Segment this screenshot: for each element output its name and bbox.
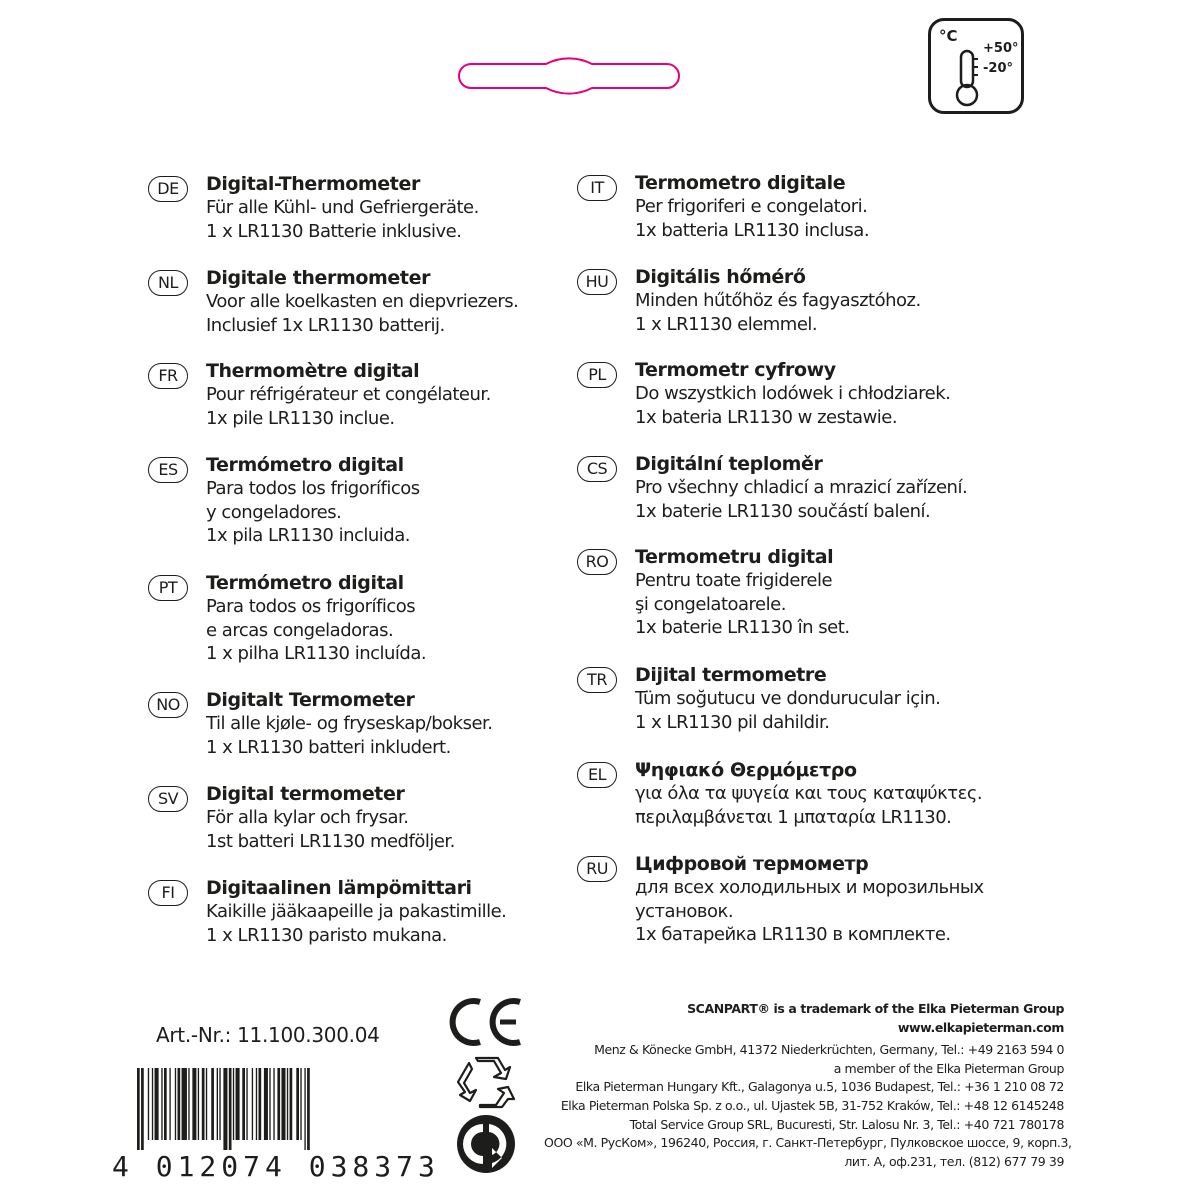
description-line: şi congelatoarele. bbox=[635, 593, 786, 615]
company-line: a member of the Elka Pieterman Group bbox=[833, 1060, 1064, 1076]
barcode-bar bbox=[188, 1068, 189, 1140]
description-line: 1 x LR1130 paristo mukana. bbox=[206, 924, 447, 946]
barcode-bar bbox=[300, 1068, 301, 1140]
product-title: Digitaalinen lämpömittari bbox=[206, 877, 472, 899]
barcode-bar bbox=[202, 1068, 205, 1140]
language-code-badge: RO bbox=[577, 549, 617, 575]
description-line: 1 x LR1130 batteri inkludert. bbox=[206, 736, 451, 758]
barcode-bar bbox=[307, 1068, 310, 1150]
temperature-range-icon bbox=[928, 18, 1024, 114]
language-text bbox=[635, 358, 1055, 429]
barcode-bar bbox=[178, 1068, 181, 1140]
language-code-badge: EL bbox=[577, 762, 617, 788]
language-text bbox=[206, 359, 626, 430]
description-line: Per frigoriferi e congelatori. bbox=[635, 196, 868, 217]
description-line: περιλαμβάνεται 1 μπαταρία LR1130. bbox=[635, 806, 952, 828]
barcode-bar bbox=[141, 1068, 144, 1150]
barcode-bar bbox=[236, 1068, 240, 1140]
recycle-icon bbox=[456, 1055, 516, 1109]
barcode-bar bbox=[198, 1068, 199, 1140]
barcode-bar bbox=[175, 1068, 176, 1140]
barcode-bar bbox=[304, 1068, 305, 1150]
description-line: 1x batteria LR1130 inclusa. bbox=[635, 219, 870, 241]
description-line: Tüm soğutucu ve dondurucular için. bbox=[635, 688, 941, 709]
language-code-badge: IT bbox=[577, 175, 617, 201]
description-line: 1st batteri LR1130 medföljer. bbox=[206, 830, 455, 852]
description-line: 1x baterie LR1130 součástí balení. bbox=[635, 500, 931, 522]
product-title: Thermomètre digital bbox=[206, 360, 420, 382]
description-line: Para todos los frigoríficos bbox=[206, 478, 420, 499]
product-title: Digitální teploměr bbox=[635, 453, 823, 475]
product-title: Termometr cyfrowy bbox=[635, 359, 836, 381]
temperature-unit: °C bbox=[939, 27, 958, 45]
language-text bbox=[635, 171, 1055, 242]
language-text bbox=[206, 688, 626, 759]
description-line: Til alle kjøle- og fryseskap/bokser. bbox=[206, 713, 493, 734]
barcode-bar bbox=[219, 1068, 220, 1140]
product-title: Digital termometer bbox=[206, 783, 405, 805]
description-line: 1x bateria LR1130 w zestawie. bbox=[635, 406, 898, 428]
language-code-badge: TR bbox=[577, 667, 617, 693]
company-line: лит. А, оф.231, тел. (812) 677 79 39 bbox=[844, 1153, 1064, 1169]
barcode-bar bbox=[290, 1068, 293, 1140]
barcode-bar bbox=[269, 1068, 270, 1140]
language-text bbox=[206, 571, 626, 666]
language-code-badge: DE bbox=[148, 176, 188, 202]
barcode-bar bbox=[206, 1068, 207, 1140]
product-title: Digitale thermometer bbox=[206, 267, 431, 289]
temperature-max: +50° bbox=[983, 41, 1019, 56]
barcode bbox=[137, 1068, 387, 1150]
description-line: Pour réfrigérateur et congélateur. bbox=[206, 384, 491, 405]
company-line: Elka Pieterman Hungary Kft., Galagonya u.5, 1036 Budapest, Tel.: +36 1 210 08 72 bbox=[575, 1079, 1064, 1095]
hanger-hole-outline bbox=[449, 36, 689, 146]
barcode-bar bbox=[264, 1068, 268, 1140]
product-title: Digital-Thermometer bbox=[206, 173, 420, 195]
language-code-badge: ES bbox=[148, 457, 188, 483]
barcode-bar bbox=[287, 1068, 288, 1140]
product-title: Termómetro digital bbox=[206, 454, 404, 476]
language-text bbox=[635, 852, 1055, 947]
language-code-badge: PT bbox=[148, 575, 188, 601]
language-text bbox=[206, 453, 626, 548]
product-title: Ψηφιακό Θερμόμετρο bbox=[635, 759, 857, 781]
barcode-bar bbox=[229, 1068, 232, 1150]
language-code-badge: NL bbox=[148, 270, 188, 296]
description-line: Voor alle koelkasten en diepvriezers. bbox=[206, 291, 519, 312]
company-line: Total Service Group SRL, Bucuresti, Str. Lalosu Nr. 3, Tel.: +40 721 780178 bbox=[629, 1116, 1064, 1132]
barcode-bar bbox=[277, 1068, 280, 1140]
language-text bbox=[206, 782, 626, 853]
barcode-bar bbox=[211, 1068, 214, 1140]
green-dot-icon bbox=[456, 1114, 516, 1174]
barcode-bar bbox=[281, 1068, 285, 1140]
barcode-bar bbox=[164, 1068, 167, 1140]
product-title: Dijital termometre bbox=[635, 664, 827, 686]
language-text bbox=[206, 172, 626, 243]
barcode-bar bbox=[273, 1068, 274, 1140]
description-line: e arcas congeladoras. bbox=[206, 619, 394, 641]
barcode-bar bbox=[217, 1068, 218, 1140]
language-code-badge: PL bbox=[577, 362, 617, 388]
language-code-badge: HU bbox=[577, 269, 617, 295]
description-line: Inclusief 1x LR1130 batterij. bbox=[206, 314, 445, 336]
description-line: 1x pila LR1130 incluida. bbox=[206, 525, 410, 546]
language-text bbox=[635, 265, 1055, 336]
company-line: ООО «М. РусКом», 196240, Россия, г. Санкт-Петербург, Пулковское шоссе, 9, корп.3, bbox=[544, 1135, 1072, 1151]
language-code-badge: SV bbox=[148, 786, 188, 812]
barcode-bar bbox=[152, 1068, 153, 1140]
language-text bbox=[635, 545, 1055, 640]
language-code-badge: FR bbox=[148, 363, 188, 389]
product-title: Digitális hőmérő bbox=[635, 266, 806, 288]
description-line: 1x pile LR1130 inclue. bbox=[206, 407, 395, 429]
description-line: 1 x LR1130 Batterie inklusive. bbox=[206, 220, 462, 242]
description-line: Pro všechny chladicí a mrazicí zařízení. bbox=[635, 477, 968, 498]
temperature-min: -20° bbox=[983, 61, 1013, 76]
barcode-bar bbox=[192, 1068, 196, 1140]
language-text bbox=[206, 876, 626, 947]
description-line: для всех холодильных и морозильных bbox=[635, 877, 984, 898]
description-line: 1 x LR1130 pil dahildir. bbox=[635, 711, 830, 733]
description-line: y congeladores. bbox=[206, 501, 342, 523]
barcode-bar bbox=[259, 1068, 262, 1140]
company-line: Menz & Könecke GmbH, 41372 Niederkrüchten, Germany, Tel.: +49 2163 594 0 bbox=[594, 1042, 1064, 1058]
language-code-badge: NO bbox=[148, 692, 188, 718]
company-info bbox=[544, 1000, 1072, 1171]
product-title: Termómetro digital bbox=[206, 572, 404, 594]
barcode-bar bbox=[161, 1068, 162, 1140]
company-website[interactable]: www.elkapieterman.com bbox=[897, 1019, 1064, 1035]
language-code-badge: CS bbox=[577, 456, 617, 482]
ce-mark-icon bbox=[448, 996, 526, 1048]
product-title: Цифровой термометр bbox=[635, 853, 869, 875]
description-line: Do wszystkich lodówek i chłodziarek. bbox=[635, 383, 951, 404]
barcode-bar bbox=[223, 1068, 227, 1150]
product-title: Termometro digitale bbox=[635, 172, 846, 194]
language-text bbox=[206, 266, 626, 337]
product-title: Termometru digital bbox=[635, 546, 834, 568]
barcode-bar bbox=[137, 1068, 140, 1150]
description-line: 1 x LR1130 elemmel. bbox=[635, 313, 818, 335]
description-line: Für alle Kühl- und Gefriergeräte. bbox=[206, 197, 479, 218]
description-line: 1х батарейка LR1130 в комплекте. bbox=[635, 924, 951, 945]
barcode-bar bbox=[246, 1068, 247, 1140]
description-line: Minden hűtőhöz és fagyasztóhoz. bbox=[635, 290, 921, 311]
language-text bbox=[635, 452, 1055, 523]
barcode-bar bbox=[252, 1068, 253, 1140]
language-text bbox=[635, 758, 1055, 829]
description-line: 1 x pilha LR1130 incluída. bbox=[206, 643, 427, 664]
barcode-bar bbox=[182, 1068, 187, 1140]
description-line: 1x baterie LR1130 în set. bbox=[635, 617, 850, 638]
barcode-bar bbox=[256, 1068, 257, 1140]
trademark-notice: SCANPART® is a trademark of the Elka Pieterman Group bbox=[687, 1001, 1064, 1016]
description-line: Pentru toate frigiderele bbox=[635, 570, 833, 591]
product-title: Digitalt Termometer bbox=[206, 689, 415, 711]
barcode-bar bbox=[233, 1068, 234, 1140]
description-line: Para todos os frigoríficos bbox=[206, 596, 416, 617]
barcode-bar bbox=[148, 1068, 149, 1140]
description-line: För alla kylar och frysar. bbox=[206, 807, 409, 828]
description-line: για όλα τα ψυγεία και τους καταψύκτες. bbox=[635, 783, 983, 804]
barcode-bar bbox=[155, 1068, 159, 1140]
barcode-bar bbox=[169, 1068, 170, 1140]
barcode-bar bbox=[242, 1068, 245, 1140]
language-code-badge: FI bbox=[148, 880, 188, 906]
description-line: Kaikille jääkaapeille ja pakastimille. bbox=[206, 901, 507, 922]
language-code-badge: RU bbox=[577, 856, 617, 882]
article-number: Art.-Nr.: 11.100.300.04 bbox=[156, 1023, 380, 1047]
description-line: установок. bbox=[635, 900, 734, 922]
barcode-bar bbox=[296, 1068, 299, 1140]
language-text bbox=[635, 663, 1055, 734]
company-line: Elka Pieterman Polska Sp. z o.o., ul. Ujastek 5B, 31-752 Kraków, Tel.: +48 12 6145248 bbox=[560, 1097, 1064, 1113]
barcode-digits: 4 012074 038373 bbox=[112, 1150, 440, 1183]
